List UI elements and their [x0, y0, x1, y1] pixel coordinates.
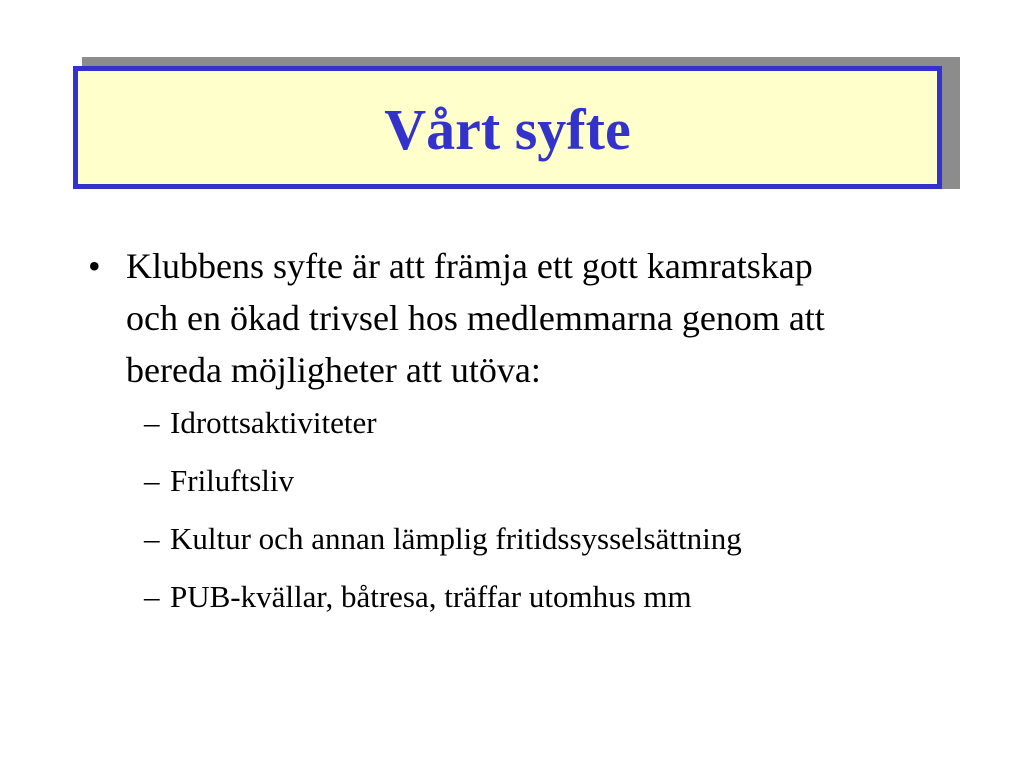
main-bullet	[88, 240, 948, 396]
slide-title: Vårt syfte	[384, 96, 631, 162]
sub-bullet-marker: –	[144, 579, 160, 614]
sub-bullet-item	[144, 576, 948, 617]
sub-bullet-marker: –	[144, 405, 160, 440]
sub-bullet-marker: –	[144, 463, 160, 498]
sub-bullet-item	[144, 402, 948, 443]
sub-bullet-item	[144, 460, 948, 501]
sub-bullet-marker: –	[144, 521, 160, 556]
sub-bullet-list	[88, 402, 948, 617]
bullet-marker: •	[88, 246, 101, 286]
title-box	[73, 66, 942, 189]
bullet-text: Klubbens syfte är att främja ett gott kamratskap och en ökad trivsel hos medlemmarna genom att bereda möjligheter att utöva:	[126, 246, 825, 390]
slide-body	[88, 240, 948, 634]
sub-bullet-text: Kultur och annan lämplig fritidssysselsättning	[170, 521, 742, 556]
sub-bullet-text: PUB-kvällar, båtresa, träffar utomhus mm	[170, 579, 692, 614]
sub-bullet-item	[144, 518, 948, 559]
sub-bullet-text: Idrottsaktiviteter	[170, 405, 377, 440]
sub-bullet-text: Friluftsliv	[170, 463, 295, 498]
